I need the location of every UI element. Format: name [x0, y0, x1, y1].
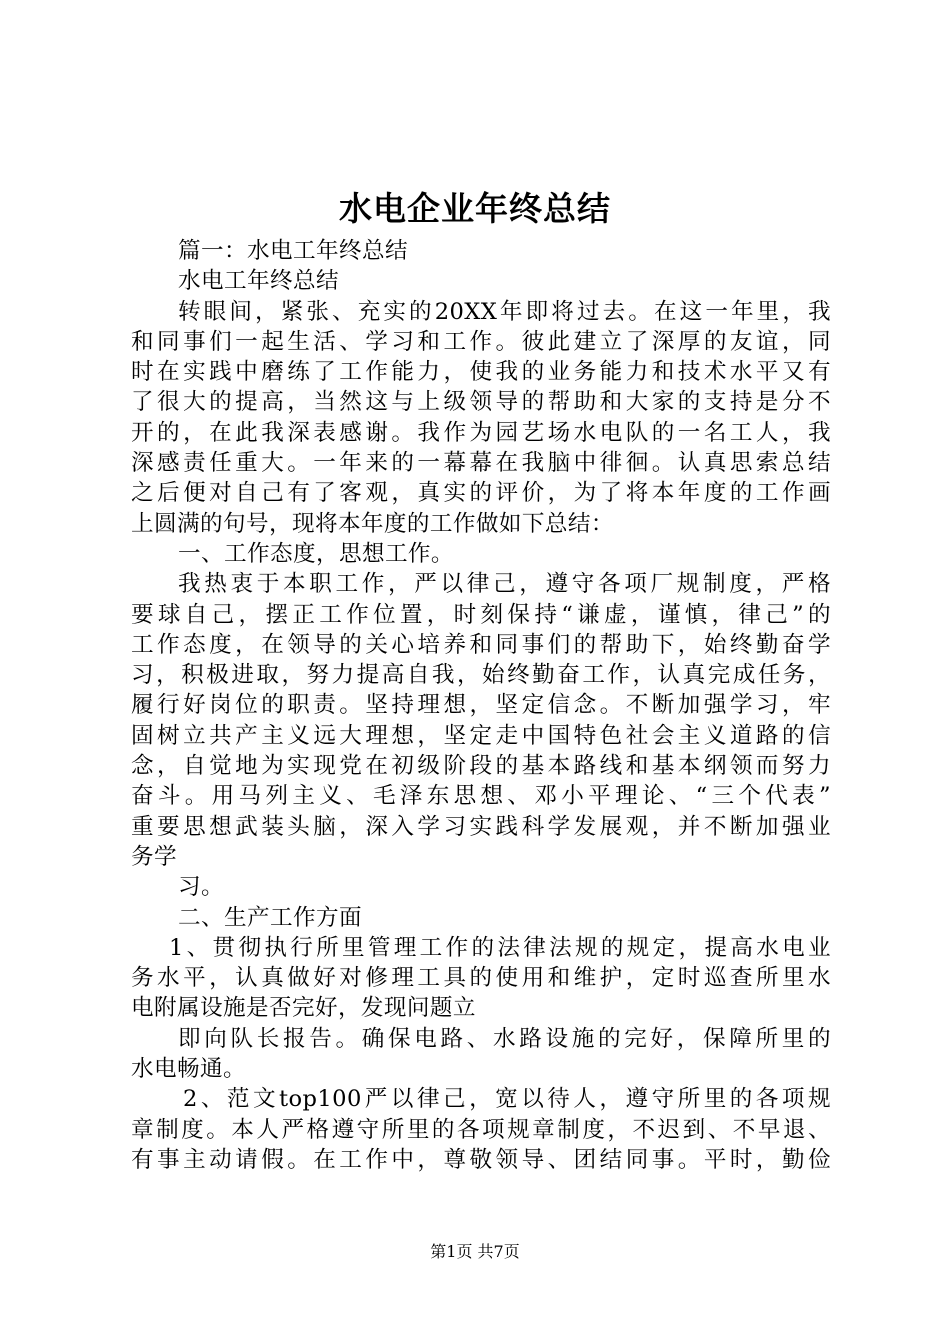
document-body [131, 236, 831, 1175]
document-title: 水电企业年终总结 [339, 189, 611, 228]
text-line: 习。 [178, 874, 224, 901]
text-line: 深感责任重大。一年来的一幕幕在我脑中徘徊。认真思索总结 [131, 450, 831, 477]
page-number: 第1页 共7页 [430, 1242, 520, 1261]
text-line: 2、范文top100严以律己，宽以待人，遵守所里的各项规 [183, 1086, 831, 1113]
text-line: 务学 [131, 843, 177, 870]
text-line: 奋斗。用马列主义、毛泽东思想、邓小平理论、“三个代表” [131, 783, 831, 810]
text-line: 水电工年终总结 [178, 268, 339, 295]
text-line: 固树立共产主义远大理想，坚定走中国特色社会主义道路的信 [131, 722, 831, 749]
text-line: 时在实践中磨练了工作能力，使我的业务能力和技术水平又有 [131, 359, 831, 386]
text-line: 1、贯彻执行所里管理工作的法律法规的规定，提高水电业 [169, 934, 831, 961]
text-line: 水电畅通。 [131, 1056, 246, 1083]
text-line: 要球自己，摆正工作位置，时刻保持“谦虚，谨慎，律己”的 [131, 601, 831, 628]
text-line: 念，自觉地为实现党在初级阶段的基本路线和基本纲领而努力 [131, 753, 831, 780]
text-line: 习，积极进取，努力提高自我，始终勤奋工作，认真完成任务， [131, 662, 831, 689]
text-line: 有事主动请假。在工作中，尊敬领导、团结同事。平时，勤俭 [131, 1146, 831, 1173]
text-line: 二、生产工作方面 [178, 904, 362, 931]
text-line: 工作态度，在领导的关心培养和同事们的帮助下，始终勤奋学 [131, 631, 831, 658]
text-line: 转眼间，紧张、充实的20XX年即将过去。在这一年里，我 [178, 298, 831, 325]
text-line: 务水平，认真做好对修理工具的使用和维护，定时巡查所里水 [131, 965, 831, 992]
text-line: 了很大的提高，当然这与上级领导的帮助和大家的支持是分不 [131, 389, 831, 416]
text-line: 即向队长报告。确保电路、水路设施的完好，保障所里的 [178, 1025, 831, 1052]
text-line: 之后便对自己有了客观，真实的评价，为了将本年度的工作画 [131, 480, 831, 507]
text-line: 开的，在此我深表感谢。我作为园艺场水电队的一名工人，我 [131, 419, 831, 446]
text-line: 重要思想武装头脑，深入学习实践科学发展观，并不断加强业 [131, 813, 831, 840]
text-line: 章制度。本人严格遵守所里的各项规章制度，不迟到、不早退、 [131, 1116, 831, 1143]
text-line: 履行好岗位的职责。坚持理想，坚定信念。不断加强学习，牢 [131, 692, 831, 719]
text-line: 一、工作态度，思想工作。 [178, 540, 454, 567]
page-footer [0, 1240, 950, 1264]
text-line: 电附属设施是否完好，发现问题立 [131, 995, 476, 1022]
text-line: 和同事们一起生活、学习和工作。彼此建立了深厚的友谊，同 [131, 328, 831, 355]
text-line: 我热衷于本职工作，严以律己，遵守各项厂规制度，严格 [178, 571, 831, 598]
text-line: 篇一：水电工年终总结 [178, 238, 408, 264]
text-line: 上圆满的句号，现将本年度的工作做如下总结： [131, 510, 614, 537]
